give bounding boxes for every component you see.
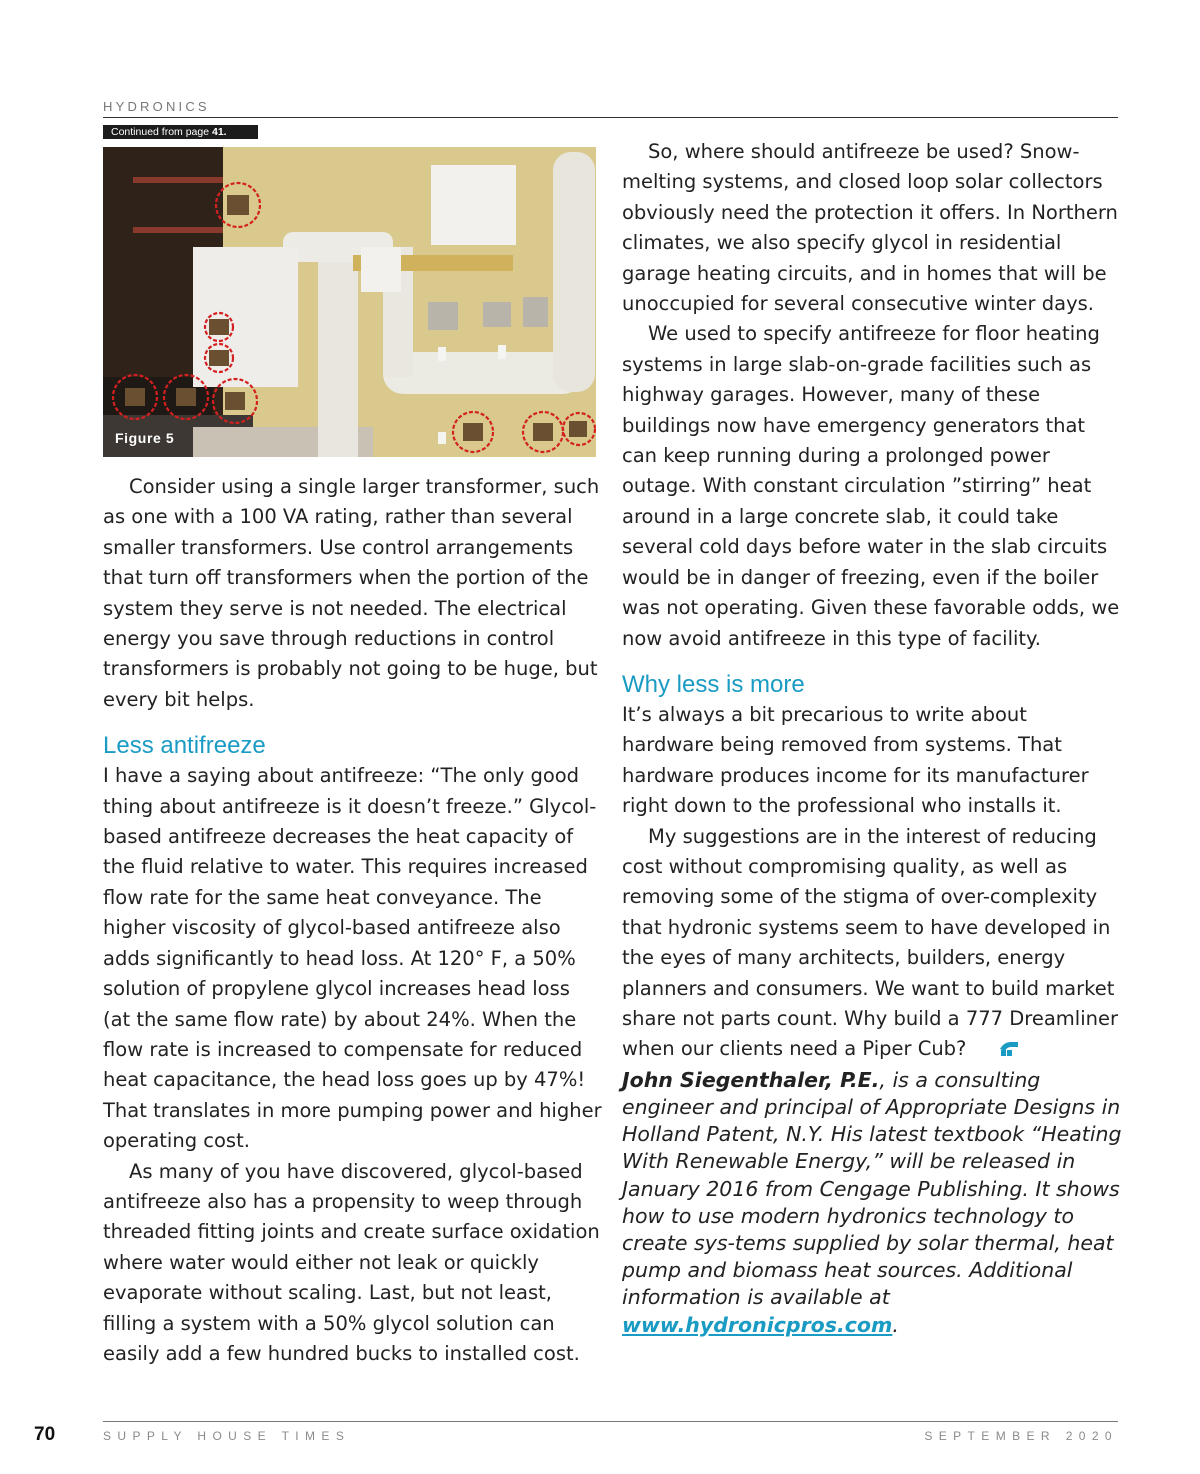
figure-caption: Figure 5 [115,430,175,446]
heading-why-less-is-more: Why less is more [622,670,805,698]
left-column [103,472,603,1369]
continued-prefix: Continued from page [111,126,212,138]
footer-rule [103,1421,1118,1422]
paragraph-transformer: Consider using a single larger transformer, such as one with a 100 VA rating, rather than several smaller transformers. Use control arrangements that turn off transformers when the portion of the system they serve is not needed. The electrical energy you save through reductions in control transformers is probably not going to be huge, but every bit helps. [103,475,600,711]
publication-name: SUPPLY HOUSE TIMES [103,1429,351,1443]
right-column [622,137,1122,1339]
paragraph-floor-heating: We used to specify antifreeze for floor heating systems in large slab-on-grade facilities such as highway garages. However, many of these buildings now have emergency generators that can keep running during a prolonged power outage. With constant circulation ”stirring” heat around in a large concrete slab, it could take several cold days before water in the slab circuits would be in danger of freezing, even if the boiler was not operating. Given these favorable odds, we now avoid antifreeze in this type of facility. [622,322,1120,650]
paragraph-glycol-weep: As many of you have discovered, glycol-based antifreeze also has a propensity to weep through threaded fitting joints and create surface oxidation where water would either not leak or quickly evaporate without scaling. Last, but not least, filling a system with a 50% glycol solution can easily add a few hundred bucks to installed cost. [103,1159,600,1365]
continued-banner [103,125,258,139]
page-number: 70 [34,1424,56,1445]
author-bio [622,1067,1122,1339]
paragraph-where-antifreeze: So, where should antifreeze be used? Snow-melting systems, and closed loop solar collectors obviously need the protection it offers. In Northern climates, we also specify glycol in residential garage heating circuits, and in homes that will be unoccupied for several consecutive winter days. [622,140,1118,316]
author-bio-end: . [892,1312,899,1337]
suggestions-text: My suggestions are in the interest of reducing cost without compromising quality, as well as removing some of the stigma of over-complexity that hydronic systems seem to have developed in the eyes of many architects, builders, energy planners and consumers. We want to build market share not parts count. Why build a 777 Dreamliner when our clients need a Piper Cub? [622,824,1118,1061]
paragraph-suggestions [622,822,1122,1067]
paragraph-antifreeze-saying: I have a saying about antifreeze: “The only good thing about antifreeze is it doesn’t freeze.” Glycol-based antifreeze decreases the heat capacity of the fluid relative to water. This requires increased flow rate for the same heat conveyance. The higher viscosity of glycol-based antifreeze also adds significantly to head loss. At 120° F, a 50% solution of propylene glycol increases head loss (at the same flow rate) by about 24%. When the flow rate is increased to compensate for reduced heat capacitance, the head loss goes up by 47%! That translates in more pumping power and higher operating cost. [103,764,602,1153]
paragraph-precarious: It’s always a bit precarious to write about hardware being removed from systems. That hardware produces income for its manufacturer right down to the professional who installs it. [622,702,1089,818]
mechanical-room-photo [103,147,596,457]
issue-date: SEPTEMBER 2020 [924,1429,1118,1443]
heading-less-antifreeze: Less antifreeze [103,732,266,760]
header-rule [103,117,1118,118]
author-bio-text: , is a consulting engineer and principal of Appropriate Designs in Holland Patent, N.Y. His latest textbook “Heating With Renewable Energy,” will be released in January 2016 from Cengage Publishing. It shows how to use modern hydronics technology to create sys-tems supplied by solar thermal, heat pump and biomass heat sources. Additional information is available at [622,1067,1122,1310]
continued-page-number: 41. [211,126,227,138]
author-name: John Siegenthaler, P.E. [622,1067,880,1092]
author-website-link[interactable]: www.hydronicpros.com [622,1312,893,1337]
magazine-end-mark-icon [972,1036,1020,1066]
section-label: HYDRONICS [103,99,210,114]
figure-5-photo [103,147,596,457]
